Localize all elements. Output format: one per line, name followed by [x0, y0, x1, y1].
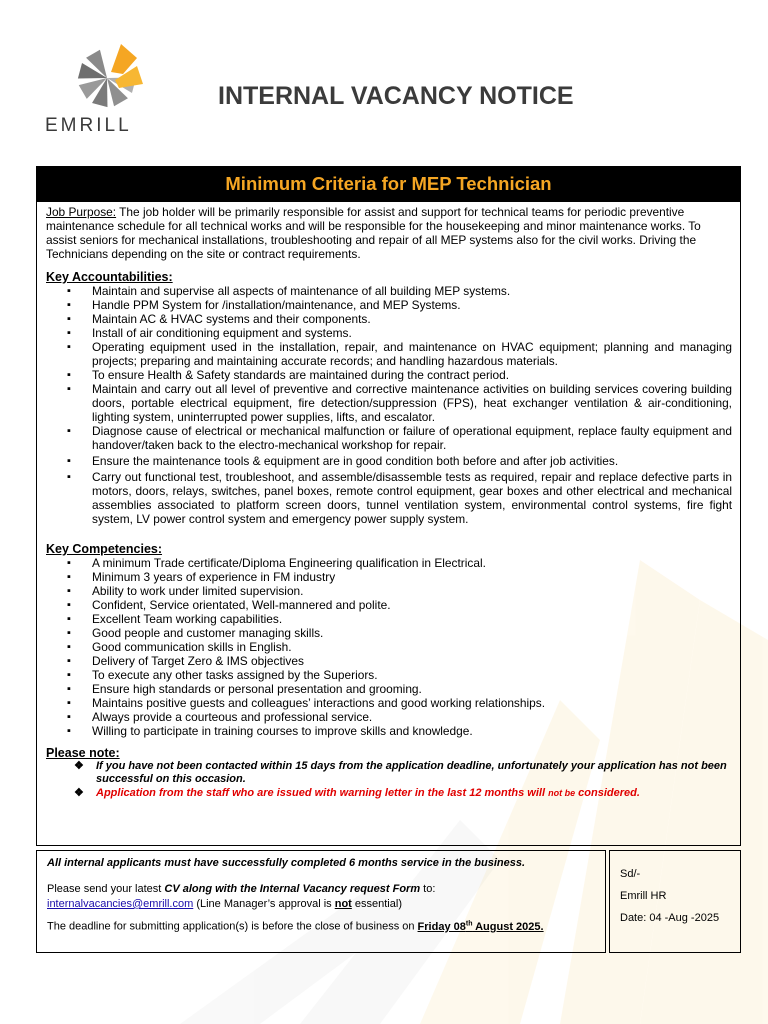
list-item: ▪ Carry out functional test, troubleshoot, and assemble/disassemble tests as required, repair and replace defective parts in motors, doors, relays, switches, panel boxes, remote control equipment, gear boxes and other electrical and mechanical assemblies associated to platform screen doors, tunnel ventilation system, environmental control systems, fire fight system, LV power control system and emergency power supply system. [46, 470, 732, 526]
list-item: ▪ Minimum 3 years of experience in FM industry [46, 570, 732, 584]
note-list [46, 760, 732, 800]
send-prefix: Please send your latest [47, 883, 165, 895]
list-item: ▪ Willing to participate in training courses to improve skills and knowledge. [46, 724, 732, 738]
note-item [46, 760, 732, 786]
note-text: If you have not been contacted within 15 days from the application deadline, unfortunately your application has not been successful on this occasion. [96, 760, 727, 785]
diamond-bullet-icon: ❖ [74, 760, 84, 772]
list-item: ▪ A minimum Trade certificate/Diploma Engineering qualification in Electrical. [46, 556, 732, 570]
signatory: Emrill HR [620, 890, 667, 902]
deadline-line [47, 920, 595, 933]
deadline-rest: August 2025. [472, 920, 544, 933]
send-bold: CV along with the Internal Vacancy request Form [164, 883, 421, 895]
list-item: ▪ Excellent Team working capabilities. [46, 612, 732, 626]
logo-text: EMRILL [45, 115, 132, 136]
list-item: ▪ Delivery of Target Zero & IMS objectives [46, 654, 732, 668]
send-instructions [47, 883, 595, 895]
list-item: ▪ To ensure Health & Safety standards are maintained during the contract period. [46, 368, 732, 382]
list-item: ▪ Good people and customer managing skills. [46, 626, 732, 640]
list-item: ▪ Always provide a courteous and professional service. [46, 710, 732, 724]
criteria-content [46, 205, 732, 800]
approval-prefix: (Line Manager’s approval is [193, 898, 335, 910]
list-item: ▪ To execute any other tasks assigned by the Superiors. [46, 668, 732, 682]
job-purpose-text: The job holder will be primarily responsible for assist and support for technical teams for periodic preventive maintenance schedule for all technical works and will be responsible for the housekeeping and minor maintenance works. To assist seniors for mechanical installations, troubleshooting and repair of all MEP systems also for the civil works. Driving the Technicians depending on the site or contract requirements. [46, 205, 701, 261]
competencies-heading: Key Competencies: [46, 542, 163, 556]
list-item: ▪ Maintains positive guests and colleagues’ interactions and good working relationships. [46, 696, 732, 710]
warning-text-end: considered. [575, 787, 640, 799]
criteria-banner: Minimum Criteria for MEP Technician [36, 166, 741, 202]
accountabilities-list [46, 284, 732, 526]
note-item [46, 787, 732, 800]
list-item: ▪ Good communication skills in English. [46, 640, 732, 654]
approval-suffix: essential) [351, 898, 402, 910]
list-item: ▪ Maintain and carry out all level of preventive and corrective maintenance activities on building services covering building doors, portable electrical equipment, fire detection/suppression (FPS), heat exchanger ventilation & air-conditioning, lighting system, uninterrupted power supplies, lifts, and escalator. [46, 382, 732, 424]
diamond-bullet-icon: ❖ [74, 787, 84, 799]
list-item: ▪ Ensure the maintenance tools & equipment are in good condition both before and after job activities. [46, 454, 732, 468]
email-link[interactable]: internalvacancies@emrill.com [47, 898, 194, 910]
list-item: ▪ Maintain and supervise all aspects of maintenance of all building MEP systems. [46, 284, 732, 298]
list-item: ▪ Operating equipment used in the installation, repair, and maintenance on HVAC equipment; planning and managing projects; preparing and maintaining accurate records; and handling hazardous materials. [46, 340, 732, 368]
send-suffix: to: [420, 883, 436, 895]
job-purpose-label: Job Purpose: [46, 205, 117, 219]
job-purpose [46, 205, 732, 261]
approval-not: not [334, 898, 352, 910]
sd-label: Sd/- [620, 868, 641, 880]
list-item: ▪ Maintain AC & HVAC systems and their components. [46, 312, 732, 326]
deadline-date [418, 921, 544, 933]
warning-text: Application from the staff who are issued with warning letter in the last 12 months will [96, 787, 549, 799]
deadline-sup: th [465, 920, 473, 927]
list-item: ▪ Ability to work under limited supervision. [46, 584, 732, 598]
list-item: ▪ Install of air conditioning equipment and systems. [46, 326, 732, 340]
deadline-day: Friday 08 [417, 920, 466, 933]
service-requirement: All internal applicants must have successfully completed 6 months service in the business. [47, 857, 526, 869]
list-item: ▪ Confident, Service orientated, Well-mannered and polite. [46, 598, 732, 612]
note-heading: Please note: [46, 746, 120, 760]
warning-not-be: not be [548, 788, 576, 798]
email-line [47, 898, 595, 910]
application-info-box [36, 850, 606, 953]
competencies-list [46, 556, 732, 738]
page-title: INTERNAL VACANCY NOTICE [218, 82, 574, 110]
deadline-prefix: The deadline for submitting application(s) is before the close of business on [47, 920, 418, 933]
list-item: ▪ Ensure high standards or personal presentation and grooming. [46, 682, 732, 696]
signature-box [609, 850, 741, 953]
list-item: ▪ Diagnose cause of electrical or mechanical malfunction or failure of operational equipment, replace faulty equipment and handover/taken back to the electro-mechanical workshop for repair. [46, 424, 732, 452]
list-item: ▪ Handle PPM System for /installation/maintenance, and MEP Systems. [46, 298, 732, 312]
notice-date: Date: 04 -Aug -2025 [620, 912, 720, 924]
accountabilities-heading: Key Accountabilities: [46, 270, 173, 284]
